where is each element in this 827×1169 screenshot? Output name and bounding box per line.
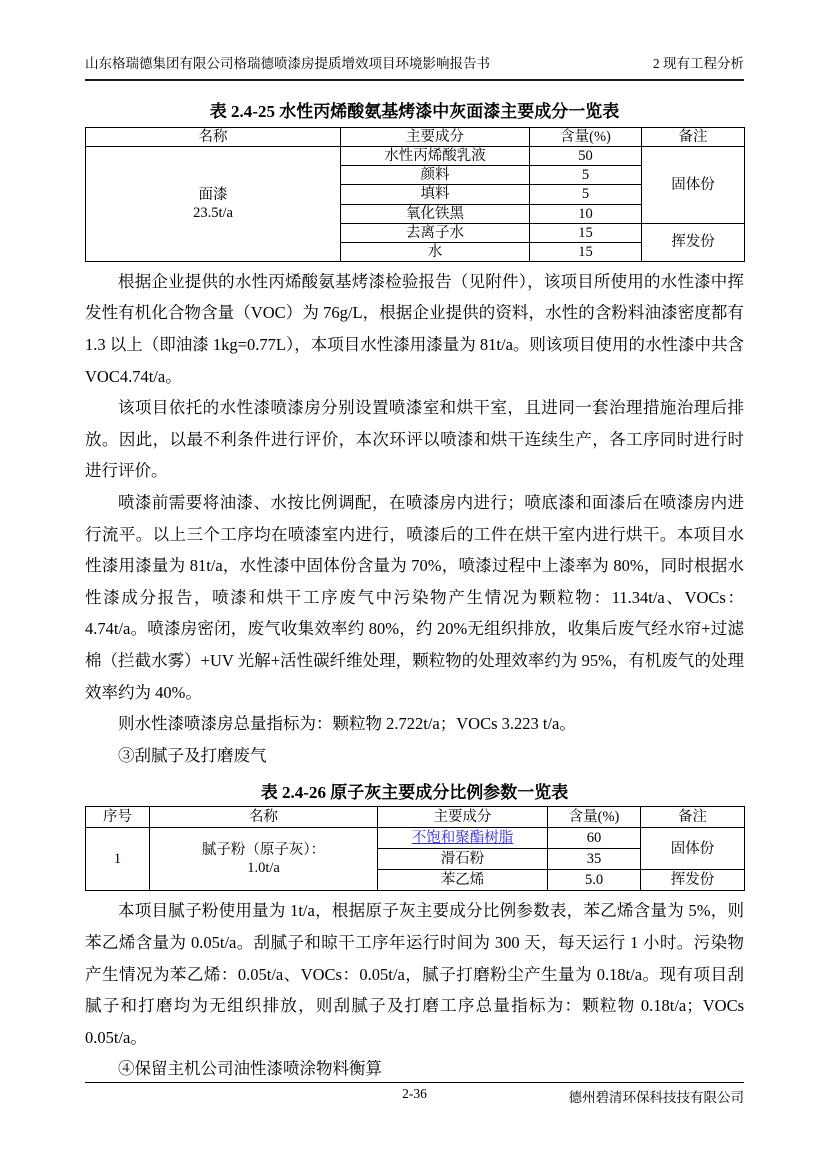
table1-name-line2: 23.5t/a xyxy=(193,205,233,221)
table1-component: 水性丙烯酸乳液 xyxy=(341,147,530,166)
table2-component: 苯乙烯 xyxy=(378,870,548,891)
table1-content: 5 xyxy=(530,166,642,185)
page-header xyxy=(85,52,744,81)
table1-header-name: 名称 xyxy=(86,128,341,147)
table2-header-name: 名称 xyxy=(150,807,378,828)
table1-remark-solid: 固体份 xyxy=(642,147,745,224)
table1-content: 5 xyxy=(530,185,642,204)
table2-remark-volatile: 挥发份 xyxy=(641,870,745,891)
table2-name-line2: 1.0t/a xyxy=(247,860,280,877)
heading-oil-paint-balance: ④保留主机公司油性漆喷涂物料衡算 xyxy=(118,1059,382,1079)
table2-name-line1: 腻子粉（原子灰）： xyxy=(201,842,326,859)
paragraph-voc-content: 根据企业提供的水性丙烯酸氨基烤漆检验报告（见附件），该项目所使用的水性漆中挥发性有机化合物含量（VOC）为 76g/L，根据企业提供的资料，水性的含粉料油漆密度都有 1.3 以上（即油漆 1kg=0.77L），本项目水性漆用漆量为 81t/a。则该项目使用的水性漆中共含 VOC4.74t/a。 xyxy=(85,271,744,386)
table2-header-component: 主要成分 xyxy=(378,807,548,828)
table1-component: 填料 xyxy=(341,185,530,204)
table1-content: 15 xyxy=(530,242,642,261)
table1-header-content: 含量(%) xyxy=(530,128,642,147)
table2-content: 35 xyxy=(548,849,641,870)
table2-header-remark: 备注 xyxy=(641,807,745,828)
table1-component: 去离子水 xyxy=(341,223,530,242)
table-paint-components xyxy=(85,127,745,262)
table2-name-cell xyxy=(150,828,378,891)
table1-header-remark: 备注 xyxy=(642,128,745,147)
table2-content: 60 xyxy=(548,828,641,849)
table-row xyxy=(86,128,745,147)
table1-content: 10 xyxy=(530,204,642,223)
page-footer xyxy=(85,1082,744,1105)
footer-inner xyxy=(85,1086,744,1105)
table1-content: 50 xyxy=(530,147,642,166)
table1-component: 颜料 xyxy=(341,166,530,185)
table2-index-cell: 1 xyxy=(86,828,150,891)
table1-component: 氧化铁黑 xyxy=(341,204,530,223)
header-report-title: 山东格瑞德集团有限公司格瑞德喷漆房提质增效项目环境影响报告书 xyxy=(85,56,490,71)
page-content xyxy=(85,0,744,1085)
table2-title: 表 2.4-26 原子灰主要成分比例参数一览表 xyxy=(260,783,569,803)
table1-component: 水 xyxy=(341,242,530,261)
table1-name-line1: 面漆 xyxy=(198,186,228,203)
table-atomic-ash-components xyxy=(85,806,745,891)
table-row xyxy=(86,807,745,828)
paragraph-spraying-process: 喷漆前需要将油漆、水按比例调配，在喷漆房内进行；喷底漆和面漆后在喷漆房内进行流平。以上三个工序均在喷漆室内进行，喷漆后的工件在烘干室内进行烘干。本项目水性漆用漆量为 81t/a，水性漆中固体份含量为 70%，喷漆过程中上漆率为 80%，同时根据水性漆成分报告，喷漆和烘干工序废气中污染物产生情况为颗粒物：11.34t/a、VOCs：4.74t/a。喷漆房密闭，废气收集效率约 80%，约 20%无组织排放，收集后废气经水帘+过滤棉（拦截水雾）+UV 光解+活性碳纤维处理，颗粒物的处理效率约为 95%，有机废气的处理效率约为 40%。 xyxy=(85,493,744,702)
table2-component xyxy=(378,828,548,849)
table2-remark-solid: 固体份 xyxy=(641,828,745,870)
header-chapter-title: 2 现有工程分析 xyxy=(652,56,744,71)
table1-title: 表 2.4-25 水性丙烯酸氨基烤漆中灰面漆主要成分一览表 xyxy=(209,102,620,121)
table-row xyxy=(86,147,745,166)
table2-component: 滑石粉 xyxy=(378,849,548,870)
table2-content: 5.0 xyxy=(548,870,641,891)
table1-remark-volatile: 挥发份 xyxy=(642,223,745,261)
table1-name-cell xyxy=(86,147,341,262)
table1-header-component: 主要成分 xyxy=(341,128,530,147)
polyester-resin-link[interactable]: 不饱和聚酯树脂 xyxy=(411,830,514,847)
table2-header-index: 序号 xyxy=(86,807,150,828)
paragraph-total-index: 则水性漆喷漆房总量指标为：颗粒物 2.722t/a；VOCs 3.223 t/a。 xyxy=(118,714,576,734)
table2-header-content: 含量(%) xyxy=(548,807,641,828)
heading-putty-waste-gas: ③刮腻子及打磨废气 xyxy=(118,745,267,765)
footer-company-name: 德州碧清环保科技技有限公司 xyxy=(568,1090,744,1105)
paragraph-putty-calculation: 本项目腻子粉使用量为 1t/a，根据原子灰主要成分比例参数表，苯乙烯含量为 5%，则苯乙烯含量为 0.05t/a。刮腻子和晾干工序年运行时间为 300 天，每天运行 1 小时。污染物产生情况为苯乙烯：0.05t/a、VOCs：0.05t/a，腻子打磨粉尘产生量为 0.18t/a。现有项目刮腻子和打磨均为无组织排放，则刮腻子及打磨工序总量指标为：颗粒物 0.18t/a；VOCs 0.05t/a。 xyxy=(85,901,744,1047)
paragraph-evaluation-basis: 该项目依托的水性漆喷漆房分别设置喷漆室和烘干室，且进同一套治理措施治理后排放。因此，以最不利条件进行评价，本次环评以喷漆和烘干连续生产，各工序同时进行时进行评价。 xyxy=(85,398,744,481)
table-row xyxy=(86,828,745,849)
table1-content: 15 xyxy=(530,223,642,242)
footer-page-number: 2-36 xyxy=(402,1086,427,1101)
